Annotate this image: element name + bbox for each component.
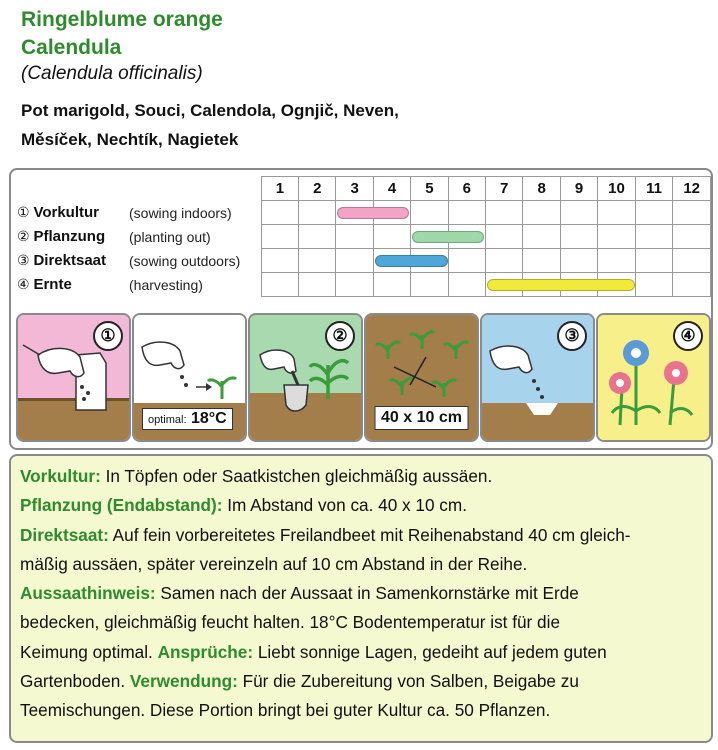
month-5: 5: [411, 177, 448, 201]
ansprueche-text-1: Liebt sonnige Lagen, gedeiht auf jedem guten: [253, 641, 607, 662]
row-number: ③: [17, 252, 30, 268]
month-10: 10: [598, 177, 636, 201]
illustration-optimal-temperature: [132, 313, 247, 442]
row-number: ②: [17, 228, 30, 244]
direktsaat-label: Direktsaat:: [20, 524, 109, 545]
month-6: 6: [448, 177, 485, 201]
calendar-row-pflanzung: [17, 225, 711, 249]
row-label-en: (harvesting): [129, 276, 203, 293]
month-header-row: [17, 177, 711, 201]
optimal-text: optimal:: [148, 414, 187, 426]
step-badge: ①: [93, 321, 123, 351]
pflanzung-label: Pflanzung (Endabstand):: [20, 495, 223, 516]
ansprueche-label: Ansprüche:: [157, 641, 254, 662]
verwendung-label: Verwendung:: [129, 671, 238, 692]
illustration-planting-out: [248, 313, 363, 442]
verwendung-text-1: Für die Zubereitung von Salben, Beigabe zu: [237, 671, 579, 692]
direktsaat-text-2: mäßig aussäen, später vereinzeln auf 10 cm Abstand in der Reihe.: [20, 553, 528, 574]
sowing-calendar-panel: [9, 168, 713, 450]
month-7: 7: [486, 177, 523, 201]
ansprueche-text-2: Gartenboden.: [20, 671, 130, 692]
cultivation-instructions: [20, 462, 703, 726]
calendar-row-vorkultur: [17, 201, 711, 225]
month-9: 9: [560, 177, 597, 201]
calendar-row-ernte: [17, 273, 711, 297]
latin-name: (Calendula officinalis): [21, 63, 203, 84]
month-2: 2: [299, 177, 336, 201]
aussaat-text-3: Keimung optimal.: [20, 641, 158, 662]
month-1: 1: [261, 177, 298, 201]
direktsaat-text-1: Auf fein vorbereitetes Freilandbeet mit Reihenabstand 40 cm gleich-: [108, 524, 631, 545]
illustration-sowing-indoors: [16, 313, 131, 442]
cultivation-info-box: [9, 454, 713, 743]
month-11: 11: [635, 177, 673, 201]
row-label-en: (sowing indoors): [129, 204, 232, 221]
verwendung-text-2: Teemischungen. Diese Portion bringt bei guter Kultur ca. 50 Pflanzen.: [20, 700, 551, 721]
month-3: 3: [336, 177, 373, 201]
aussaat-text-2: bedecken, gleichmäßig feucht halten. 18°C Bodentemperatur ist für die: [20, 612, 560, 633]
aussaat-label: Aussaathinweis:: [20, 583, 156, 604]
row-label-de: Pflanzung: [33, 228, 106, 245]
spacing-label: 40 x 10 cm: [374, 406, 469, 430]
row-number: ①: [17, 204, 30, 220]
vorkultur-label: Vorkultur:: [20, 466, 101, 486]
sowing-calendar: [17, 176, 711, 297]
step-badge: ②: [325, 321, 355, 351]
step-badge: ④: [673, 321, 703, 351]
row-label-en: (sowing outdoors): [129, 252, 241, 269]
common-names-line-2: Měsíček, Nechtík, Nagietek: [21, 130, 239, 149]
row-label-de: Direktsaat: [33, 252, 106, 269]
month-12: 12: [673, 177, 711, 201]
vorkultur-text: In Töpfen oder Saatkistchen gleichmäßig aussäen.: [100, 466, 493, 486]
row-number: ④: [17, 276, 30, 292]
temperature-value: 18°C: [190, 410, 227, 427]
illustration-harvesting: [596, 313, 711, 442]
optimal-temperature-label: [142, 408, 233, 430]
pflanzung-text: Im Abstand von ca. 40 x 10 cm.: [222, 495, 467, 516]
step-badge: ③: [557, 321, 587, 351]
product-genus: Calendula: [21, 36, 122, 59]
illustration-direct-sowing: [480, 313, 595, 442]
row-label-de: Vorkultur: [33, 204, 100, 221]
row-label-en: (planting out): [129, 228, 211, 245]
common-names-line-1: Pot marigold, Souci, Calendola, Ognjič, Neven,: [21, 101, 399, 120]
month-4: 4: [373, 177, 410, 201]
calendar-row-direktsaat: [17, 249, 711, 273]
product-title: Ringelblume orange: [21, 8, 223, 31]
aussaat-text-1: Samen nach der Aussaat in Samenkornstärke mit Erde: [155, 583, 579, 604]
illustration-plant-spacing: [364, 313, 479, 442]
month-8: 8: [523, 177, 560, 201]
row-label-de: Ernte: [33, 276, 72, 293]
